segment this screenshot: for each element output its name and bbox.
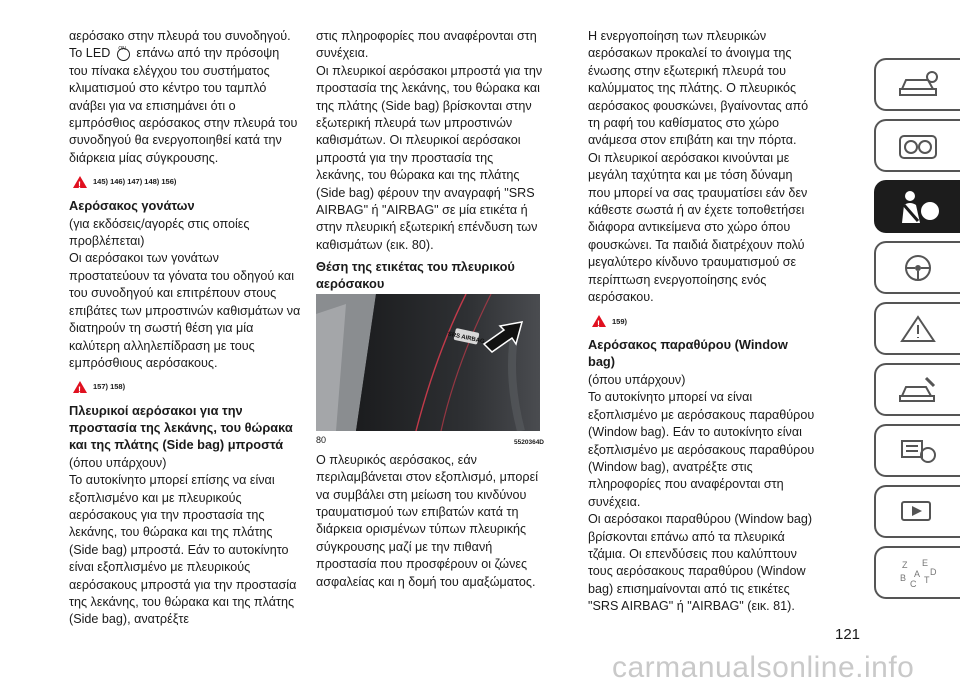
- chapter-tabs: [874, 58, 960, 607]
- seat-airbag-label-photo: [316, 294, 540, 431]
- paragraph: αερόσακο στην πλευρά του συνοδηγού.: [69, 29, 291, 43]
- steering-wheel-icon: [896, 252, 940, 284]
- paragraph: (όπου υπάρχουν): [69, 455, 167, 470]
- emergency-triangle-icon: [896, 313, 940, 345]
- svg-text:T: T: [924, 574, 930, 585]
- warning-references: [592, 313, 816, 330]
- section-heading: Θέση της ετικέτας του πλευρικού αερόσακου: [316, 259, 515, 292]
- multimedia-icon: [896, 496, 940, 528]
- tab-safety[interactable]: [874, 180, 960, 233]
- paragraph: Οι αερόσακοι παραθύρου (Window bag) βρίσκονται επάνω από τα πλευρικά τζάμια. Οι επενδύσεις που καλύπτουν τους αερόσακους παραθύρου (Window bag) επισημαίνονται από τις ετικέτες "SRS AIRBAG" ή "AIRBAG" (εικ. 81).: [588, 512, 813, 614]
- column-3: [588, 28, 816, 616]
- tab-starting-driving[interactable]: [874, 241, 960, 294]
- warning-triangle-icon: [592, 315, 606, 327]
- watermark: carmanualsonline.info: [612, 651, 915, 684]
- figure-number: 80: [316, 435, 327, 446]
- paragraph: Οι πλευρικοί αερόσακοι μπροστά για την προστασία της λεκάνης, του θώρακα και της πλάτης (Side bag) βρίσκονται στην εξωτερική πλευρά των μπροστινών καθισμάτων. Οι πλευρικοί αερόσακοι μπροστά για την προστασία της λεκάνης, του θώρακα και της πλάτης (Side bag) φέρουν την αναγραφή "SRS AIRBAG" ή "AIRBAG" σε μία ετικέτα ή στην πλευρική εξωτερική επένδυση των καθισμάτων (εικ. 80).: [316, 63, 543, 252]
- airbag-off-led-icon: [114, 46, 132, 60]
- text: Το LED: [69, 46, 111, 61]
- paragraph: Οι αερόσακοι των γονάτων προστατεύουν τα γόνατα του οδηγού και του συνοδηγού και επιτρέπουν στους επιβάτες των μπροστινών καθισμάτων να διατηρούν τη σωστή θέση για μία καλύτερη αλληλεπίδραση με τους εμπρόσθιους αερόσακους.: [69, 251, 301, 370]
- warning-refs-text: 145) 146) 147) 148) 156): [93, 177, 177, 187]
- paragraph-led: [69, 45, 301, 167]
- tab-maintenance[interactable]: [874, 363, 960, 416]
- svg-text:C: C: [910, 578, 917, 589]
- seatbelt-airbag-icon: [894, 189, 942, 225]
- tab-emergency[interactable]: [874, 302, 960, 355]
- svg-text:E: E: [922, 557, 929, 568]
- figure-caption: [316, 432, 544, 451]
- photo-label-text: SRS AIRBAG: [447, 331, 486, 346]
- column-1: [69, 28, 301, 629]
- warning-triangle-icon: [73, 381, 87, 393]
- paragraph: Οι πλευρικοί αερόσακοι κινούνται με μεγάλη ταχύτητα και με τόση δύναμη που μπορεί να σας τραυματίσει εάν δεν κάθεστε σωστά ή αν έχετε τοποθετήσει διάφορα αντικείμενα στο χώρο όπου φουσκώνει. Τα παιδιά διατρέχουν πολύ μεγαλύτερο κίνδυνο τραυματισμού σε περίπτωση ενεργοποίησης ενός αερόσακου.: [588, 150, 808, 305]
- section-heading: Αερόσακος παραθύρου (Window bag): [588, 336, 788, 369]
- tab-index[interactable]: [874, 546, 960, 599]
- wrench-car-icon: [896, 374, 940, 406]
- paragraph: Το αυτοκίνητο μπορεί να είναι εξοπλισμένο με αερόσακους παραθύρου (Window bag). Εάν το αυτοκίνητο είναι εξοπλισμένο με αερόσακους παραθύρου (Window bag), ανατρέξτε στις πληροφορίες που αναφέρονται στη συνέχεια.: [588, 390, 815, 509]
- paragraph: Το αυτοκίνητο μπορεί επίσης να είναι εξοπλισμένο και με πλευρικούς αερόσακους για την προστασία της λεκάνης, του θώρακα και της πλάτης (Side bag) μπροστά. Εάν το αυτοκίνητο είναι εξοπλισμένο με πλευρικούς αερόσακους μπροστά για την προστασία της λεκάνης, του θώρακα και της πλάτης (Side bag), ανατρέξτε: [69, 473, 297, 627]
- page-number: 121: [835, 626, 861, 643]
- paragraph: Ο πλευρικός αερόσακος, εάν περιλαμβάνεται στον εξοπλισμό, μπορεί να συμβάλει στη μείωση του κινδύνου τραυματισμού των επιβατών κατά τη διάρκεια ορισμένων τύπων πλευρικής σύγκρουσης μαζί με την πιθανή προστασία που προσφέρουν οι ζώνες ασφαλείας και η δομή του αμαξώματος.: [316, 452, 538, 589]
- section-heading: Αερόσακος γονάτων: [69, 197, 195, 213]
- warning-references: [73, 173, 301, 190]
- alphabet-index-icon: [896, 557, 940, 589]
- technical-data-icon: [896, 435, 940, 467]
- svg-text:Z: Z: [902, 559, 908, 570]
- svg-text:A: A: [914, 568, 921, 579]
- tab-multimedia[interactable]: [874, 485, 960, 538]
- svg-text:B: B: [900, 572, 907, 583]
- paragraph: Η ενεργοποίηση των πλευρικών αερόσακων προκαλεί το άνοιγμα της ένωσης στην εξωτερική πλευρά του καλύμματος της πλάτης. Ο πλευρικός αερόσακος φουσκώνει, βγαίνοντας από τη ραφή του καθίσματος στο χώρο ανάμεσα στον επιβάτη και την πόρτα.: [588, 29, 809, 148]
- tab-instruments[interactable]: [874, 119, 960, 172]
- tab-technical-data[interactable]: [874, 424, 960, 477]
- car-info-icon: [896, 69, 940, 101]
- paragraph: (όπου υπάρχουν): [588, 372, 686, 387]
- section-heading: Πλευρικοί αερόσακοι για την προστασία της λεκάνης, του θώρακα και της πλάτης (Side bag) μπροστά: [69, 402, 293, 452]
- warning-refs-text: 157) 158): [93, 382, 126, 392]
- figure-code: 5520364D: [514, 439, 544, 447]
- dashboard-gauge-icon: [896, 130, 940, 162]
- led-icon-label: ON: [118, 46, 126, 53]
- svg-text:D: D: [930, 566, 937, 577]
- warning-triangle-icon: [73, 176, 87, 188]
- text: επάνω από την πρόσοψη: [136, 46, 280, 61]
- paragraph: στις πληροφορίες που αναφέρονται στη συνέχεια.: [316, 29, 537, 61]
- text: του πίνακα ελέγχου του συστήματος κλιματισμού στο κέντρο του ταμπλό ανάβει για να επισημάνει ότι ο εμπρόσθιος αερόσακος στην πλευρά του συνοδηγού θα ενεργοποιηθεί κατά την διάρκεια μίας σύγκρουσης.: [69, 63, 298, 165]
- warning-refs-text: 159): [612, 316, 628, 326]
- column-2: [316, 28, 544, 591]
- warning-references: [73, 378, 301, 395]
- seat-photo-illustration: [316, 294, 540, 431]
- tab-car-overview[interactable]: [874, 58, 960, 111]
- paragraph: (για εκδόσεις/αγορές στις οποίες προβλέπεται): [69, 216, 250, 249]
